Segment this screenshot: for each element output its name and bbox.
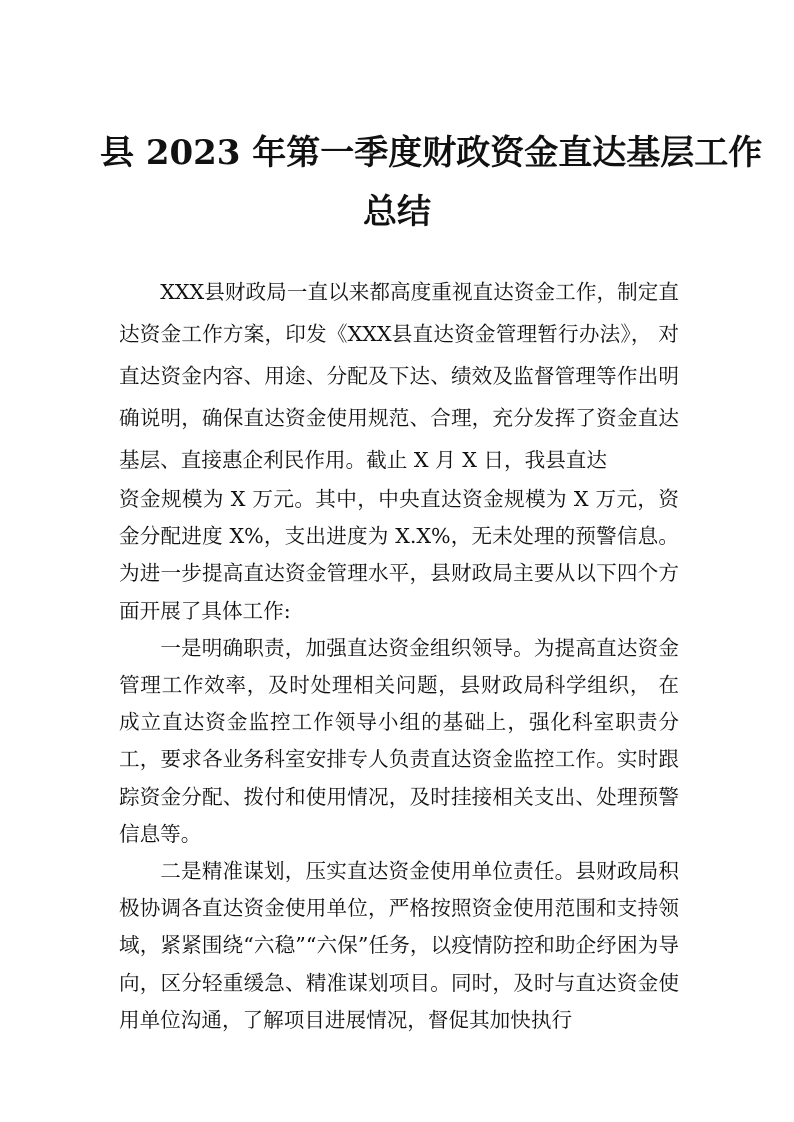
paragraph-point-two: 二是精准谋划，压实直达资金使用单位责任。县财政局积极协调各直达资金使用单位，严格按照资金使用范围和支持领域，紧紧围绕“六稳”“六保”任务，以疫情防控和助企纾困为导向，区分轻重缓急、精准谋划项目。同时，及时与直达资金使用单位沟通，了解项目进展情况，督促其加快执行: [119, 859, 679, 1032]
document-title-line-1: 县 2023 年第一季度财政资金直达基层工作: [100, 133, 763, 173]
paragraph-intro: XXX县财政局一直以来都高度重视直达资金工作，制定直达资金工作方案，印发《XXX县直达资金管理暂行办法》， 对直达资金内容、用途、分配及下达、绩效及监督管理等作出明确说明，确保直达资金使用规范、合理，充分发挥了资金直达基层、直接惠企利民作用。截止 X 月 X 日，我县直达: [119, 280, 679, 472]
paragraph-funds-scale: 资金规模为 X 万元。其中，中央直达资金规模为 X 万元，资金分配进度 X%，支出进度为 X.X%，无未处理的预警信息。为进一步提高直达资金管理水平，县财政局主要从以下四个方面开展了具体工作:: [119, 487, 679, 623]
document-title-line-2: 总结: [363, 192, 431, 232]
paragraph-point-one: 一是明确职责，加强直达资金组织领导。为提高直达资金管理工作效率，及时处理相关问题，县财政局科学组织， 在成立直达资金监控工作领导小组的基础上，强化科室职责分工，要求各业务科室安排专人负责直达资金监控工作。实时跟踪资金分配、拨付和使用情况，及时挂接相关支出、处理预警信息等。: [119, 635, 679, 846]
document-body: [119, 271, 679, 1039]
